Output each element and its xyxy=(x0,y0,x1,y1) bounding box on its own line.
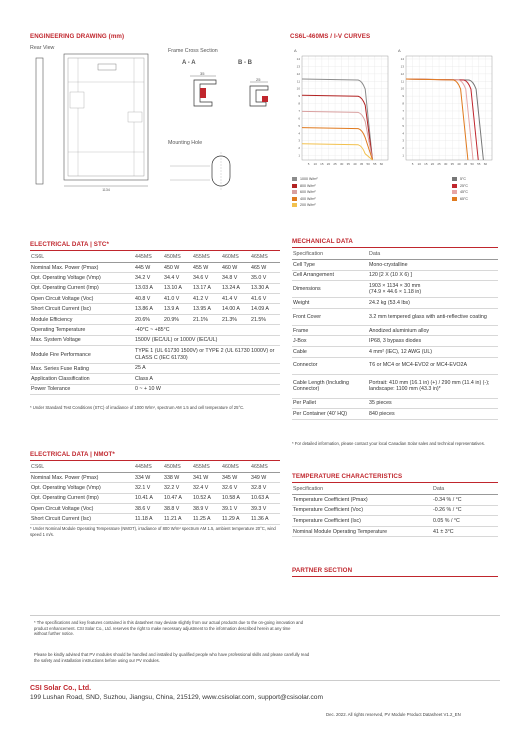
legend-item xyxy=(452,190,468,194)
mechanical-label: Per Pallet xyxy=(292,398,368,409)
y-tick-label: 7 xyxy=(402,109,404,113)
x-tick-label: 20 xyxy=(430,162,435,166)
mechanical-row xyxy=(292,357,498,374)
nmot-cell: 39.3 V xyxy=(250,504,280,514)
plot-frame xyxy=(406,56,492,160)
nmot-cell: 338 W xyxy=(163,472,192,482)
iv-curve xyxy=(406,79,468,160)
temperature-value: 0.05 % / °C xyxy=(432,516,498,527)
legend-label: 45°C xyxy=(460,190,469,195)
legend-item xyxy=(292,184,318,188)
stc-spec-value: 25 A xyxy=(134,364,280,374)
mechanical-label: Per Container (40' HQ) xyxy=(292,409,368,420)
stc-cell: 13.10 A xyxy=(163,283,192,293)
nmot-row xyxy=(30,514,280,524)
mechanical-row xyxy=(292,409,498,420)
nmot-cell: 349 W xyxy=(250,472,280,482)
y-tick-label: 2 xyxy=(298,146,300,151)
stc-cell: Opt. Operating Current (Imp) xyxy=(30,283,134,293)
footer-divider xyxy=(30,680,500,681)
y-tick-label: 4 xyxy=(402,131,404,136)
stc-cell: 13.24 A xyxy=(221,283,250,293)
y-tick-label: 11 xyxy=(296,79,300,84)
x-tick-label: 60 xyxy=(379,162,384,166)
stc-spec-label: Application Classification xyxy=(30,374,134,384)
stc-header-cell: 455MS xyxy=(192,252,221,262)
stc-spec-label: Module Fire Performance xyxy=(30,346,134,364)
nmot-cell: 38.6 V xyxy=(134,504,163,514)
x-tick-label: 40 xyxy=(457,162,461,166)
legend-swatch xyxy=(292,177,297,181)
legend-label: 25°C xyxy=(460,183,469,188)
mechanical-value: IP68, 3 bypass diodes xyxy=(368,336,498,347)
section-bb-drawing xyxy=(246,72,280,114)
legend-item xyxy=(292,203,318,207)
nmot-cell: 39.1 V xyxy=(221,504,250,514)
legend-swatch xyxy=(292,184,297,188)
y-unit-label: A xyxy=(398,48,401,53)
x-tick-label: 35 xyxy=(346,162,350,166)
y-tick-label: 2 xyxy=(402,146,404,151)
stc-header-cell: 460MS xyxy=(221,252,250,262)
nmot-cell: 345 W xyxy=(221,472,250,482)
stc-note: * Under Standard Test Conditions (STC) of irradiance of 1000 W/m², spectrum AM 1.5 and cell temperature of 25°C. xyxy=(30,405,245,410)
stc-row xyxy=(30,314,280,324)
curves-title: CS6L-460MS / I-V CURVES xyxy=(290,33,371,40)
y-tick-label: 14 xyxy=(296,57,300,61)
legend-label: 800 W/m² xyxy=(300,183,316,188)
y-tick-label: 5 xyxy=(402,123,404,128)
mechanical-label: Frame xyxy=(292,325,368,336)
temperature-value: 41 ± 3°C xyxy=(432,526,498,537)
x-tick-label: 45 xyxy=(463,162,468,166)
legend-label: 1000 W/m² xyxy=(300,177,318,181)
legend-label: 5°C xyxy=(460,177,467,181)
stc-cell: 460 W xyxy=(221,262,250,272)
y-tick-label: 1 xyxy=(298,153,300,158)
stc-divider xyxy=(30,250,280,251)
mechanical-label: Weight xyxy=(292,298,368,309)
mechanical-row xyxy=(292,308,498,325)
nmot-row xyxy=(30,504,280,514)
stc-cell: 465 W xyxy=(250,262,280,272)
nmot-cell: 32.4 V xyxy=(192,483,221,493)
nmot-cell: 32.8 V xyxy=(250,483,280,493)
x-tick-label: 20 xyxy=(326,162,331,166)
legend-item xyxy=(292,197,318,201)
stc-cell: 34.2 V xyxy=(134,273,163,283)
x-tick-label: 10 xyxy=(313,162,317,166)
y-tick-label: 1 xyxy=(402,153,404,158)
legend-swatch xyxy=(292,203,297,207)
temperature-row xyxy=(292,505,498,516)
nmot-cell: 11.36 A xyxy=(250,514,280,524)
stc-cell: Short Circuit Current (Isc) xyxy=(30,304,134,314)
mechanical-header-cell: Data xyxy=(368,249,498,260)
temperature-value: -0.34 % / °C xyxy=(432,495,498,506)
stc-cell: Nominal Max. Power (Pmax) xyxy=(30,262,134,272)
x-tick-label: 25 xyxy=(333,162,337,166)
stc-cell: Open Circuit Voltage (Voc) xyxy=(30,294,134,304)
nmot-header-cell: 455MS xyxy=(192,462,221,472)
mechanical-row xyxy=(292,374,498,398)
x-tick-label: 35 xyxy=(450,162,454,166)
stc-cell: 13.17 A xyxy=(192,283,221,293)
y-tick-label: 10 xyxy=(296,86,300,91)
nmot-cell: 32.6 V xyxy=(221,483,250,493)
stc-spec-row xyxy=(30,325,280,335)
temperature-header-cell: Specification xyxy=(292,484,432,495)
stc-cell: 34.4 V xyxy=(163,273,192,283)
stc-spec-row xyxy=(30,346,280,364)
legend-swatch xyxy=(452,197,457,201)
legend-label: 600 W/m² xyxy=(300,190,316,195)
x-tick-label: 15 xyxy=(320,162,324,166)
disclaimer-p1: * The specifications and key features contained in this datasheet may deviate slightly from our actual products due to the on-going innovation and product enhancement. CSI Solar Co., Ltd. reserves the right to make necessary adjustment to the information described herein at any time without further notice. xyxy=(34,620,304,637)
mechanical-value: T6 or MC4 or MC4-EVO2 or MC4-EVO2A xyxy=(368,357,498,374)
temperature-table xyxy=(292,484,498,537)
nmot-cell: 38.8 V xyxy=(163,504,192,514)
y-unit-label: A xyxy=(294,48,297,53)
section-bb-label: B - B xyxy=(238,60,252,66)
stc-row xyxy=(30,294,280,304)
y-tick-label: 7 xyxy=(298,109,300,113)
legend-item xyxy=(452,177,468,181)
y-tick-label: 5 xyxy=(298,123,300,128)
stc-cell: 14.09 A xyxy=(250,304,280,314)
nmot-cell: 341 W xyxy=(192,472,221,482)
nmot-divider xyxy=(30,460,280,461)
temperature-row xyxy=(292,516,498,527)
legend-swatch xyxy=(452,184,457,188)
mechanical-value: 35 pieces xyxy=(368,398,498,409)
legend-item xyxy=(292,177,318,181)
temperature-label: Temperature Coefficient (Pmax) xyxy=(292,495,432,506)
rear-view-label: Rear View xyxy=(30,45,55,51)
stc-row xyxy=(30,283,280,293)
disclaimer-p2: Please be kindly advised that PV modules should be handled and installed by qualified people who have professional skills and please carefully read the safety and installation instructions before using our PV modules. xyxy=(34,652,310,663)
mechanical-row xyxy=(292,398,498,409)
stc-spec-value: 1500V (IEC/UL) or 1000V (IEC/UL) xyxy=(134,335,280,345)
temperature-divider xyxy=(292,482,498,483)
mechanical-label: Cell Type xyxy=(292,260,368,271)
nmot-cell: 11.18 A xyxy=(134,514,163,524)
mechanical-row xyxy=(292,270,498,281)
mechanical-value: 3.2 mm tempered glass with anti-reflective coating xyxy=(368,308,498,325)
mechanical-label: Cell Arrangement xyxy=(292,270,368,281)
stc-cell: 41.2 V xyxy=(192,294,221,304)
stc-cell: 41.4 V xyxy=(221,294,250,304)
iv-curve xyxy=(302,111,373,160)
mechanical-label: Connector xyxy=(292,357,368,374)
mechanical-value: 24.2 kg (53.4 lbs) xyxy=(368,298,498,309)
y-tick-label: 9 xyxy=(298,94,300,99)
mechanical-label: J-Box xyxy=(292,336,368,347)
nmot-cell: 10.52 A xyxy=(192,493,221,503)
stc-header-cell: CS6L xyxy=(30,252,134,262)
y-tick-label: 12 xyxy=(400,71,404,76)
stc-cell: 13.03 A xyxy=(134,283,163,293)
stc-cell: 20.9% xyxy=(163,314,192,324)
nmot-note: * Under Nominal Module Operating Temperature (NMOT), irradiance of 800 W/m² spectrum AM 1.5, ambient temperature 20°C, wind speed 1 m/s. xyxy=(30,526,276,537)
mechanical-value: 120 [2 X (10 X 6) ] xyxy=(368,270,498,281)
stc-spec-value: 0 ~ + 10 W xyxy=(134,384,280,394)
mechanical-row xyxy=(292,298,498,309)
mechanical-label: Cable xyxy=(292,347,368,358)
disclaimer-box xyxy=(30,615,500,675)
stc-spec-label: Max. System Voltage xyxy=(30,335,134,345)
nmot-cell: 334 W xyxy=(134,472,163,482)
stc-row xyxy=(30,273,280,283)
footer-rights: Dec. 2022. All rights reserved, PV Module Product Datasheet V1.2_EN xyxy=(326,712,461,717)
dim-25-label: 25 xyxy=(256,77,261,82)
iv-curve xyxy=(406,79,473,160)
mechanical-row xyxy=(292,281,498,298)
temperature-title: TEMPERATURE CHARACTERISTICS xyxy=(292,473,403,480)
y-tick-label: 4 xyxy=(298,131,300,136)
stc-spec-row xyxy=(30,374,280,384)
y-tick-label: 14 xyxy=(400,57,404,61)
temperature-label: Temperature Coefficient (Isc) xyxy=(292,516,432,527)
y-tick-label: 3 xyxy=(298,138,300,143)
mechanical-title: MECHANICAL DATA xyxy=(292,238,353,245)
mechanical-note: * For detailed information, please contact your local Canadian Solar sales and technical representatives. xyxy=(292,441,485,446)
legend-item xyxy=(292,190,318,194)
mechanical-row xyxy=(292,336,498,347)
x-tick-label: 25 xyxy=(437,162,441,166)
stc-spec-value: TYPE 1 (UL 61730 1500V) or TYPE 2 (UL 61730 1000V) or CLASS C (IEC 61730) xyxy=(134,346,280,364)
x-tick-label: 10 xyxy=(417,162,421,166)
legend-swatch xyxy=(452,190,457,194)
stc-cell: Opt. Operating Voltage (Vmp) xyxy=(30,273,134,283)
nmot-header-row xyxy=(30,462,280,472)
stc-cell: 21.3% xyxy=(221,314,250,324)
partner-divider xyxy=(292,576,498,577)
nmot-row xyxy=(30,493,280,503)
nmot-table xyxy=(30,462,280,525)
partner-title: PARTNER SECTION xyxy=(292,567,353,574)
stc-cell: 13.9 A xyxy=(163,304,192,314)
stc-cell: 455 W xyxy=(192,262,221,272)
stc-cell: 21.5% xyxy=(250,314,280,324)
stc-cell: 41.0 V xyxy=(163,294,192,304)
y-tick-label: 6 xyxy=(402,116,404,121)
nmot-cell: 11.29 A xyxy=(221,514,250,524)
frame-cross-label: Frame Cross Section xyxy=(168,48,218,54)
stc-spec-value: -40°C ~ +85°C xyxy=(134,325,280,335)
stc-spec-row xyxy=(30,384,280,394)
legend-label: 65°C xyxy=(460,196,469,201)
nmot-cell: 10.63 A xyxy=(250,493,280,503)
mechanical-label: Front Cover xyxy=(292,308,368,325)
nmot-cell: Nominal Max. Power (Pmax) xyxy=(30,472,134,482)
nmot-header-cell: CS6L xyxy=(30,462,134,472)
stc-header-cell: 450MS xyxy=(163,252,192,262)
y-tick-label: 3 xyxy=(402,138,404,143)
x-tick-label: 30 xyxy=(340,162,344,166)
nmot-cell: 11.25 A xyxy=(192,514,221,524)
stc-cell: 34.8 V xyxy=(221,273,250,283)
temperature-row xyxy=(292,495,498,506)
y-tick-label: 11 xyxy=(400,79,404,84)
stc-cell: 34.6 V xyxy=(192,273,221,283)
nmot-cell: Opt. Operating Current (Imp) xyxy=(30,493,134,503)
stc-table xyxy=(30,252,280,395)
stc-cell: 13.86 A xyxy=(134,304,163,314)
iv-curve xyxy=(302,144,373,160)
stc-cell: 40.8 V xyxy=(134,294,163,304)
mechanical-header-cell: Specification xyxy=(292,249,368,260)
stc-row xyxy=(30,304,280,314)
mechanical-value: 4 mm² (IEC), 12 AWG (UL) xyxy=(368,347,498,358)
nmot-header-cell: 460MS xyxy=(221,462,250,472)
stc-title: ELECTRICAL DATA | STC* xyxy=(30,241,109,248)
temperature-label: Temperature Coefficient (Voc) xyxy=(292,505,432,516)
nmot-cell: 10.47 A xyxy=(163,493,192,503)
section-aa-label: A - A xyxy=(182,60,196,66)
nmot-header-cell: 450MS xyxy=(163,462,192,472)
legend-item xyxy=(452,197,468,201)
mechanical-value: Portrait: 410 mm (16.1 in) (+) / 290 mm (11.4 in) (-); landscape: 1100 mm (43.3 in)* xyxy=(368,374,498,398)
irradiance-legend xyxy=(292,177,318,210)
nmot-cell: 10.41 A xyxy=(134,493,163,503)
stc-cell: 35.0 V xyxy=(250,273,280,283)
legend-swatch xyxy=(452,177,457,181)
temperature-legend xyxy=(452,177,468,203)
y-tick-label: 8 xyxy=(402,101,404,106)
stc-cell: 41.6 V xyxy=(250,294,280,304)
legend-label: 400 W/m² xyxy=(300,196,316,201)
temperature-label: Nominal Module Operating Temperature xyxy=(292,526,432,537)
section-aa-drawing xyxy=(186,72,226,114)
stc-spec-label: Operating Temperature xyxy=(30,325,134,335)
stc-cell: 13.95 A xyxy=(192,304,221,314)
mechanical-row xyxy=(292,347,498,358)
x-tick-label: 50 xyxy=(366,162,370,166)
stc-cell: 20.6% xyxy=(134,314,163,324)
y-tick-label: 6 xyxy=(298,116,300,121)
mechanical-header-row xyxy=(292,249,498,260)
stc-spec-label: Power Tolerance xyxy=(30,384,134,394)
temperature-header-row xyxy=(292,484,498,495)
nmot-cell: Short Circuit Current (Isc) xyxy=(30,514,134,524)
nmot-cell: Open Circuit Voltage (Voc) xyxy=(30,504,134,514)
y-tick-label: 12 xyxy=(296,71,300,76)
stc-spec-label: Max. Series Fuse Rating xyxy=(30,364,134,374)
x-tick-label: 45 xyxy=(359,162,364,166)
mechanical-value: 840 pieces xyxy=(368,409,498,420)
stc-cell: Module Efficiency xyxy=(30,314,134,324)
x-tick-label: 15 xyxy=(424,162,428,166)
temperature-row xyxy=(292,526,498,537)
x-tick-label: 5 xyxy=(307,162,310,166)
footer-address[interactable]: 199 Lushan Road, SND, Suzhou, Jiangsu, China, 215129, www.csisolar.com, support@csisolar.com xyxy=(30,694,323,701)
mechanical-divider xyxy=(292,247,498,248)
y-tick-label: 8 xyxy=(298,101,300,106)
nmot-title: ELECTRICAL DATA | NMOT* xyxy=(30,451,115,458)
temperature-header-cell: Data xyxy=(432,484,498,495)
nmot-cell: 38.9 V xyxy=(192,504,221,514)
stc-header-cell: 445MS xyxy=(134,252,163,262)
legend-item xyxy=(452,184,468,188)
stc-cell: 445 W xyxy=(134,262,163,272)
x-tick-label: 5 xyxy=(411,162,414,166)
x-tick-label: 55 xyxy=(477,162,481,166)
mechanical-row xyxy=(292,325,498,336)
stc-cell: 21.1% xyxy=(192,314,221,324)
x-tick-label: 60 xyxy=(483,162,488,166)
legend-label: 200 W/m² xyxy=(300,203,316,208)
nmot-header-cell: 445MS xyxy=(134,462,163,472)
y-tick-label: 13 xyxy=(400,64,404,69)
nmot-cell: 32.1 V xyxy=(134,483,163,493)
nmot-cell: 32.2 V xyxy=(163,483,192,493)
mechanical-value: Anodized aluminium alloy xyxy=(368,325,498,336)
nmot-row xyxy=(30,483,280,493)
footer-company: CSI Solar Co., Ltd. xyxy=(30,685,92,692)
dim-35-label: 35 xyxy=(200,72,205,76)
x-tick-label: 50 xyxy=(470,162,474,166)
nmot-cell: Opt. Operating Voltage (Vmp) xyxy=(30,483,134,493)
x-tick-label: 40 xyxy=(353,162,357,166)
stc-spec-value: Class A xyxy=(134,374,280,384)
stc-cell: 14.00 A xyxy=(221,304,250,314)
nmot-cell: 10.58 A xyxy=(221,493,250,503)
mechanical-row xyxy=(292,260,498,271)
x-tick-label: 55 xyxy=(373,162,377,166)
y-tick-label: 13 xyxy=(296,64,300,69)
drawing-title: ENGINEERING DRAWING (mm) xyxy=(30,33,125,40)
stc-header-cell: 465MS xyxy=(250,252,280,262)
mechanical-label: Dimensions xyxy=(292,281,368,298)
mechanical-label: Cable Length (Including Connector) xyxy=(292,374,368,398)
stc-row xyxy=(30,262,280,272)
legend-swatch xyxy=(292,190,297,194)
iv-curve xyxy=(406,79,478,160)
y-tick-label: 10 xyxy=(400,86,404,91)
mechanical-table xyxy=(292,249,498,420)
mechanical-value: 1903 × 1134 × 30 mm (74.9 × 44.6 × 1.18 in) xyxy=(368,281,498,298)
nmot-row xyxy=(30,472,280,482)
stc-header-row xyxy=(30,252,280,262)
mounting-hole-label: Mounting Hole xyxy=(168,140,203,146)
stc-spec-row xyxy=(30,335,280,345)
nmot-cell: 11.21 A xyxy=(163,514,192,524)
y-tick-label: 9 xyxy=(402,94,404,99)
legend-swatch xyxy=(292,197,297,201)
iv-curves-chart xyxy=(290,46,500,174)
nmot-header-cell: 465MS xyxy=(250,462,280,472)
mechanical-value: Mono-crystalline xyxy=(368,260,498,271)
mounting-hole-drawing xyxy=(170,150,250,194)
stc-cell: 450 W xyxy=(163,262,192,272)
rear-view-drawing xyxy=(28,52,168,192)
x-tick-label: 30 xyxy=(444,162,448,166)
dim-width-label: 1134 xyxy=(102,188,110,192)
stc-cell: 13.30 A xyxy=(250,283,280,293)
temperature-value: -0.26 % / °C xyxy=(432,505,498,516)
stc-spec-row xyxy=(30,364,280,374)
